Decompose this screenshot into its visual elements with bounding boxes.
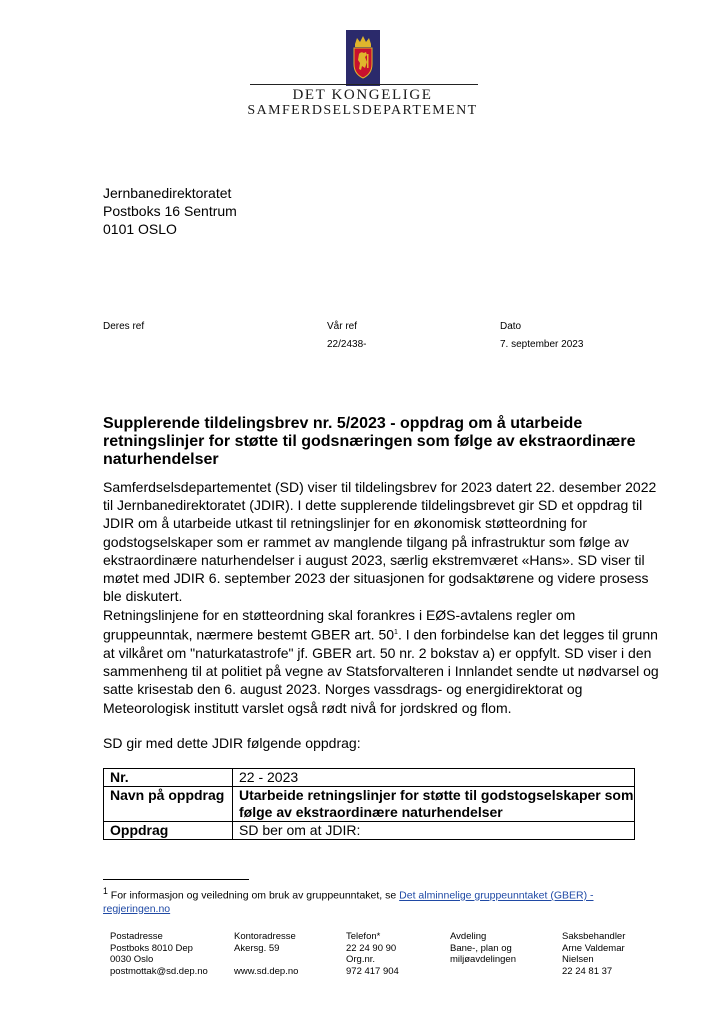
footnote-number: 1 <box>103 886 108 896</box>
letterhead <box>0 30 725 118</box>
footer-phone <box>346 931 399 977</box>
footnote <box>103 885 633 916</box>
footer-value: miljøavdelingen <box>450 954 517 965</box>
footer-office <box>234 931 298 977</box>
task-table <box>103 768 635 840</box>
footer-label: Avdeling <box>450 931 487 942</box>
footnote-link[interactable]: Det alminnelige gruppeunntaket (GBER) - regjeringen.no <box>103 889 594 915</box>
footer-label: Telefon* <box>346 931 381 942</box>
footer-value: Postboks 8010 Dep <box>110 942 193 954</box>
footnote-divider <box>103 879 249 880</box>
recipient-address <box>103 184 237 238</box>
table-key: Nr. <box>104 769 233 787</box>
footer-website[interactable]: www.sd.dep.no <box>234 965 299 977</box>
footer-value: Arne Valdemar <box>562 942 625 954</box>
paragraph-2 <box>103 606 663 717</box>
footer-value: Akersg. 59 <box>234 942 280 954</box>
footnote-reference[interactable]: 1 <box>394 629 398 637</box>
org-name-line1: DET KONGELIGE <box>292 87 433 103</box>
paragraph-3: SD gir med dette JDIR følgende oppdrag: <box>103 735 361 751</box>
table-value: 22 - 2023 <box>233 769 635 787</box>
footer-label: Postadresse <box>110 931 163 942</box>
deres-ref <box>103 318 144 336</box>
org-name-line2: SAMFERDSELSDEPARTEMENT <box>247 103 478 118</box>
footer-label: Org.nr. <box>346 954 376 965</box>
footer-value: Nielsen <box>562 954 594 965</box>
footer-postal <box>110 931 208 977</box>
var-ref <box>327 318 366 354</box>
letterhead-rule <box>250 84 478 85</box>
footer-value: Bane-, plan og <box>450 942 512 954</box>
table-row <box>104 822 635 840</box>
coat-of-arms-icon <box>346 30 380 86</box>
table-value: SD ber om at JDIR: <box>233 822 635 840</box>
table-value: Utarbeide retningslinjer for støtte til godstogselskaper som følge av ekstraordinære naturhendelser <box>233 787 635 822</box>
deres-ref-label: Deres ref <box>103 321 145 332</box>
letter-title: Supplerende tildelingsbrev nr. 5/2023 - oppdrag om å utarbeide retningslinjer for støtte til godsnæringen som følge av ekstraordinære naturhendelser <box>103 415 636 468</box>
footnote-text: For informasjon og veiledning om bruk av gruppeunntaket, se <box>110 889 400 902</box>
footer-label: Kontoradresse <box>234 931 296 942</box>
table-row <box>104 769 635 787</box>
footer-value: 22 24 81 37 <box>562 965 613 977</box>
footer-label: Saksbehandler <box>562 931 626 942</box>
paragraph-1: Samferdselsdepartementet (SD) viser til tildelingsbrev for 2023 datert 22. desember 2022 til Jernbanedirektoratet (JDIR). I dette supplerende tildelingsbrevet gir SD et oppdrag til JDIR om å utarbeide utkast til retningslinjer for en økonomisk støtteordning for godstogselskaper som er rammet av manglende tilgang på infrastruktur som følge av ekstraordinære naturhendelser i august 2023, særlig ekstremværet «Hans». SD viser til møtet med JDIR 6. september 2023 der situasjonen for godsaktørene og videre prosess ble diskutert. <box>103 479 657 605</box>
dato <box>500 318 583 354</box>
recipient-name: Jernbanedirektoratet <box>103 185 232 201</box>
footer-email[interactable]: postmottak@sd.dep.no <box>110 965 208 977</box>
var-ref-value: 22/2438- <box>327 339 367 350</box>
paragraph-2-part-b: . I den forbindelse kan det legges til grunn at vilkåret om "naturkatastrofe" jf. GBER art. 50 nr. 2 bokstav a) er oppfylt. SD viser i den sammenheng til at politiet på vegne av Statsforvalteren i Innlandet sendte ut nødvarsel og satte krisestab den 6. august 2023. Norges vassdrags- og energidirektorat og Meteorologisk institutt varslet også rødt nivå for jordskred og flom. <box>103 626 659 716</box>
table-row <box>104 787 635 822</box>
var-ref-label: Vår ref <box>327 321 358 332</box>
footer-value: 0030 Oslo <box>110 954 154 965</box>
footer-value: 22 24 90 90 <box>346 942 397 954</box>
table-key: Navn på oppdrag <box>104 787 233 822</box>
footer-value: 972 417 904 <box>346 965 399 977</box>
table-key: Oppdrag <box>104 822 233 840</box>
dato-value: 7. september 2023 <box>500 339 584 350</box>
footer-case-officer <box>562 931 625 977</box>
recipient-street: Postboks 16 Sentrum <box>103 203 237 219</box>
dato-label: Dato <box>500 321 522 332</box>
footer-value <box>234 954 298 966</box>
paragraph-2-part-a: Retningslinjene for en støtteordning skal forankres i EØS-avtalens regler om gruppeunntak, nærmere bestemt GBER art. 50 <box>103 607 576 643</box>
recipient-city: 0101 OSLO <box>103 221 177 237</box>
footer-department <box>450 931 516 966</box>
